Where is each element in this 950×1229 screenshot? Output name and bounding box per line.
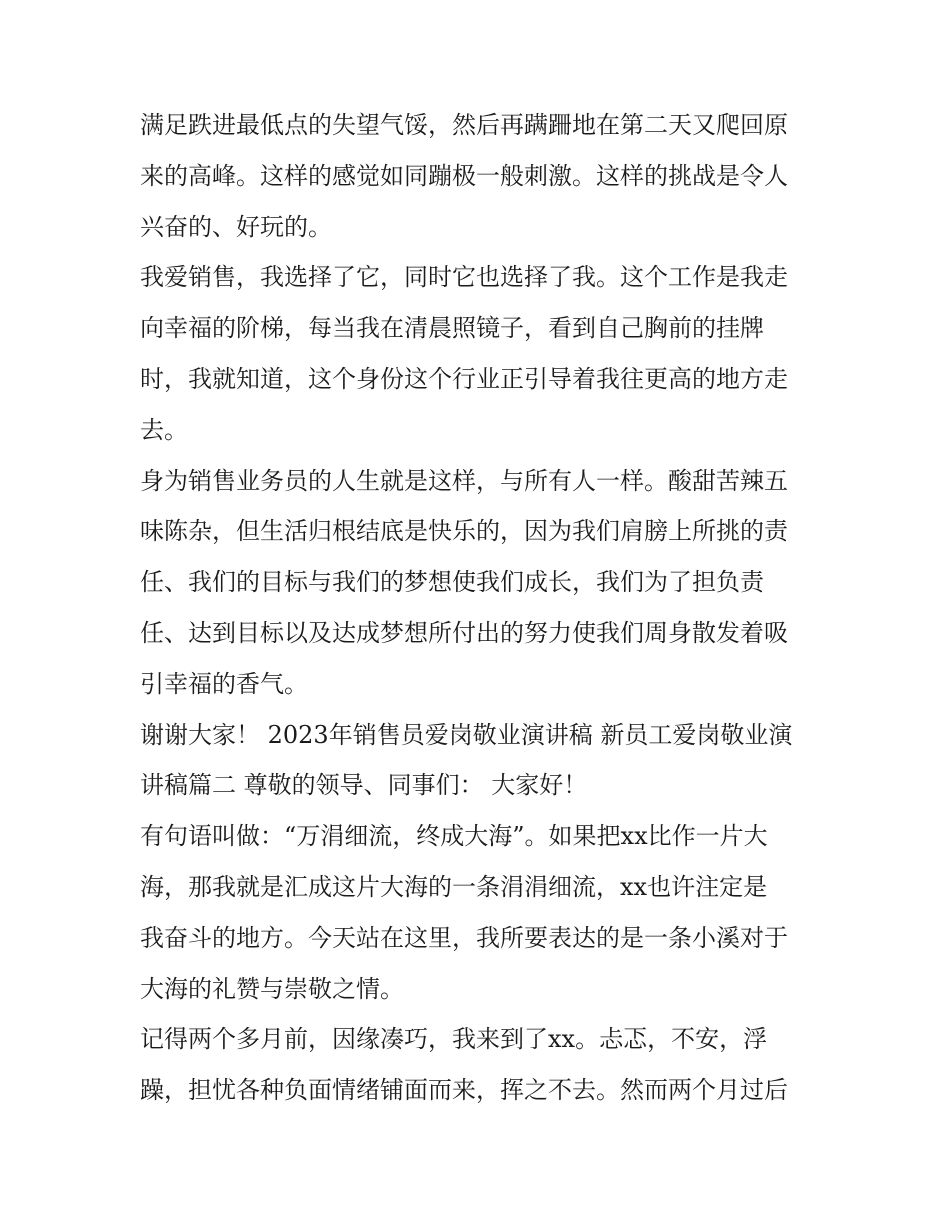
text-line: 时，我就知道，这个身份这个行业正引导着我往更高的地方走 <box>140 364 788 393</box>
text-line: 满足跌进最低点的失望气馁，然后再蹒跚地在第二天又爬回原 <box>140 111 788 139</box>
text-line: 我奋斗的地方。今天站在这里，我所要表达的是一条小溪对于 <box>140 923 788 952</box>
text-line: 任、我们的目标与我们的梦想使我们成长，我们为了担负责 <box>140 568 764 597</box>
text-line: 有句语叫做：“万涓细流，终成大海”。如果把xx比作一片大 <box>140 822 768 851</box>
text-line: 海，那我就是汇成这片大海的一条涓涓细流，xx也许注定是 <box>140 872 768 901</box>
text-line: 谢谢大家！ 2023年销售员爱岗敬业演讲稿 新员工爱岗敬业演 <box>140 720 793 749</box>
text-line: 味陈杂，但生活归根结底是快乐的，因为我们肩膀上所挑的责 <box>140 517 788 546</box>
text-line: 我爱销售，我选择了它，同时它也选择了我。这个工作是我走 <box>140 263 788 292</box>
text-line: 讲稿篇二 尊敬的领导、同事们： 大家好！ <box>140 771 588 800</box>
text-line: 任、达到目标以及达成梦想所付出的努力使我们周身散发着吸 <box>140 618 788 647</box>
text-line: 去。 <box>140 415 188 444</box>
text-line: 来的高峰。这样的感觉如同蹦极一般刺激。这样的挑战是令人 <box>140 161 788 190</box>
text-line: 躁，担忧各种负面情绪铺面而来，挥之不去。然而两个月过后 <box>140 1076 788 1105</box>
text-line: 兴奋的、好玩的。 <box>140 212 332 241</box>
text-line: 引幸福的香气。 <box>140 669 308 698</box>
text-line: 向幸福的阶梯，每当我在清晨照镜子，看到自己胸前的挂牌 <box>140 314 764 343</box>
document-body <box>140 100 812 1116</box>
text-line: 身为销售业务员的人生就是这样，与所有人一样。酸甜苦辣五 <box>140 466 788 495</box>
text-line: 记得两个多月前，因缘凑巧，我来到了xx。忐忑，不安，浮 <box>140 1025 768 1054</box>
text-line: 大海的礼赞与崇敬之情。 <box>140 974 404 1003</box>
